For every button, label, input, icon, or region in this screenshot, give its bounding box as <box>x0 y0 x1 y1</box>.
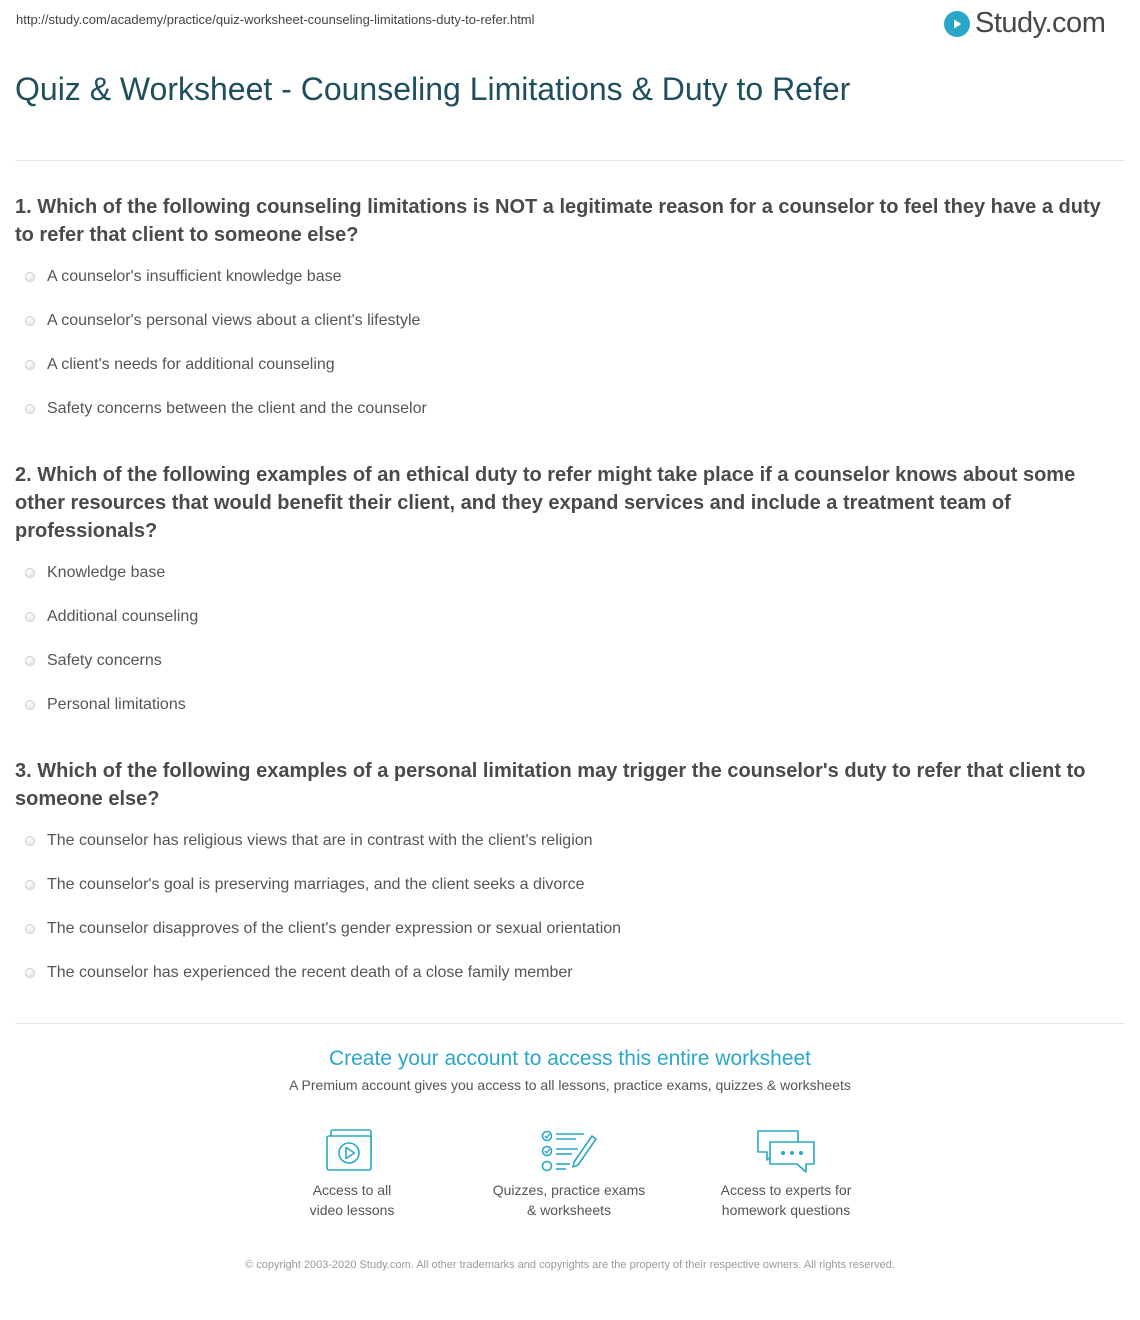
answer-label: A counselor's personal views about a client's lifestyle <box>47 312 421 329</box>
answer-option[interactable] <box>15 683 1125 727</box>
answer-option[interactable] <box>15 639 1125 683</box>
radio-button[interactable] <box>25 968 35 978</box>
answer-label: Safety concerns between the client and the counselor <box>47 400 427 417</box>
feature-quizzes <box>469 1128 669 1220</box>
radio-button[interactable] <box>25 568 35 578</box>
divider <box>15 160 1125 161</box>
answer-option[interactable] <box>15 951 1125 995</box>
answer-options <box>15 255 1125 431</box>
chat-bubbles-icon <box>754 1128 818 1174</box>
answer-label: The counselor's goal is preserving marriages, and the client seeks a divorce <box>47 876 585 893</box>
answer-option[interactable] <box>15 551 1125 595</box>
answer-label: A counselor's insufficient knowledge base <box>47 268 342 285</box>
answer-option[interactable] <box>15 387 1125 431</box>
question-2 <box>15 461 1125 727</box>
feature-label: Access to all video lessons <box>309 1182 395 1218</box>
radio-button[interactable] <box>25 656 35 666</box>
answer-option[interactable] <box>15 299 1125 343</box>
answer-options <box>15 819 1125 995</box>
answer-option[interactable] <box>15 907 1125 951</box>
answer-options <box>15 551 1125 727</box>
radio-button[interactable] <box>25 404 35 414</box>
divider <box>15 1023 1125 1024</box>
answer-label: Additional counseling <box>47 608 199 625</box>
study-logo[interactable] <box>944 7 1105 40</box>
radio-button[interactable] <box>25 880 35 890</box>
answer-label: The counselor has religious views that are in contrast with the client's religion <box>47 832 593 849</box>
answer-label: The counselor has experienced the recent death of a close family member <box>47 964 573 981</box>
answer-label: Safety concerns <box>47 652 162 669</box>
video-lessons-icon <box>325 1128 379 1174</box>
answer-option[interactable] <box>15 595 1125 639</box>
question-1 <box>15 193 1125 431</box>
page-url: http://study.com/academy/practice/quiz-worksheet-counseling-limitations-duty-to-refer.html <box>16 12 535 27</box>
cta-subheading: A Premium account gives you access to all lessons, practice exams, quizzes & worksheets <box>289 1077 851 1093</box>
quiz-checklist-icon <box>540 1128 598 1174</box>
create-account-link[interactable]: Create your account to access this entire worksheet <box>328 1047 812 1070</box>
answer-label: Knowledge base <box>47 564 166 581</box>
logo-text: Study.com <box>975 7 1106 39</box>
radio-button[interactable] <box>25 360 35 370</box>
copyright-footer: © copyright 2003-2020 Study.com. All other trademarks and copyrights are the property of their respective owners. All rights reserved. <box>245 1259 895 1271</box>
radio-button[interactable] <box>25 272 35 282</box>
radio-button[interactable] <box>25 612 35 622</box>
radio-button[interactable] <box>25 924 35 934</box>
feature-label: Access to experts for homework questions <box>720 1182 852 1218</box>
radio-button[interactable] <box>25 316 35 326</box>
answer-label: A client's needs for additional counseling <box>47 356 335 373</box>
answer-label: Personal limitations <box>47 696 186 713</box>
answer-option[interactable] <box>15 863 1125 907</box>
answer-option[interactable] <box>15 255 1125 299</box>
radio-button[interactable] <box>25 700 35 710</box>
question-text: 2. Which of the following examples of an ethical duty to refer might take place if a counselor knows about some other resources that would benefit their client, and they expand services and include a treatment team of professionals? <box>15 464 1076 542</box>
question-text: 1. Which of the following counseling limitations is NOT a legitimate reason for a counselor to feel they have a duty to refer that client to someone else? <box>15 196 1101 246</box>
question-3 <box>15 757 1125 995</box>
feature-experts <box>686 1128 886 1220</box>
question-text: 3. Which of the following examples of a personal limitation may trigger the counselor's duty to refer that client to someone else? <box>15 760 1086 810</box>
signup-cta <box>0 1046 1140 1094</box>
play-icon <box>944 11 970 37</box>
page-title: Quiz & Worksheet - Counseling Limitations & Duty to Refer <box>15 71 851 107</box>
answer-option[interactable] <box>15 819 1125 863</box>
feature-video-lessons <box>252 1128 452 1220</box>
radio-button[interactable] <box>25 836 35 846</box>
feature-label: Quizzes, practice exams & worksheets <box>492 1182 646 1218</box>
answer-option[interactable] <box>15 343 1125 387</box>
answer-label: The counselor disapproves of the client's gender expression or sexual orientation <box>47 920 622 937</box>
